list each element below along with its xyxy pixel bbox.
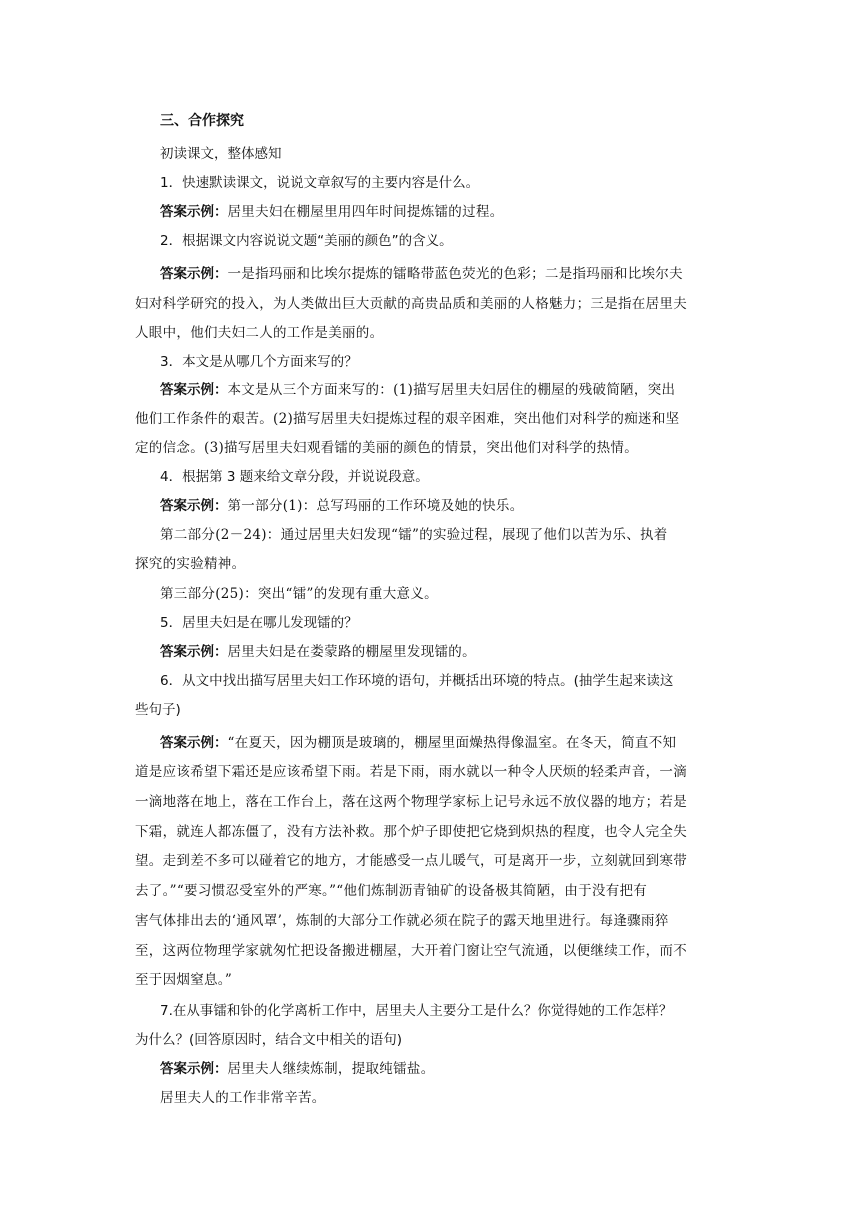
answer-6-line-3: 一滴地落在地上，落在工作台上，落在这两个物理学家标上记号永远不放仪器的地方；若是 [135,794,687,810]
answer-3-line-1 [160,380,675,400]
answer-6-line-2: 道是应该希望下霜还是应该希望下雨。若是下雨，雨水就以一种令人厌烦的轻柔声音，一滴 [135,764,687,780]
section-title: 三、合作探究 [160,113,244,129]
answer-6-line-1 [160,733,676,753]
answer-4-line-3: 探究的实验精神。 [135,556,246,572]
answer-6-line-4: 下霜，就连人都冻僵了，没有方法补救。那个炉子即使把它烧到炽热的程度，也令人完全失 [135,824,687,840]
answer-6-line-7: 害气体排出去的‘通风罩’，炼制的大部分工作就必须在院子的露天地里进行。每逢骤雨猝 [135,913,669,929]
answer-label: 答案示例： [160,266,228,282]
answer-text: 第一部分(1)：总写玛丽的工作环境及她的快乐。 [227,498,524,514]
answer-text: 居里夫人继续炼制，提取纯镭盐。 [227,1061,435,1077]
answer-6-line-6: 去了。”“要习惯忍受室外的严寒。”“他们炼制沥青铀矿的设备极其简陋，由于没有把有 [135,883,648,899]
answer-6-line-8: 至，这两位物理学家就匆忙把设备搬进棚屋，大开着门窗让空气流通，以便继续工作，而不 [135,943,687,959]
answer-3-line-3: 定的信念。(3)描写居里夫妇观看镭的美丽的颜色的情景，突出他们对科学的热情。 [135,440,639,456]
answer-7-line-2: 居里夫人的工作非常辛苦。 [160,1090,326,1106]
question-3: 3．本文是从哪几个方面来写的？ [160,354,358,370]
answer-6-line-9: 至于因烟窒息。” [135,972,233,988]
answer-text: “在夏天，因为棚顶是玻璃的，棚屋里面燥热得像温室。在冬天，简直不知 [227,735,677,751]
answer-2-line-1 [160,264,683,284]
answer-text: 居里夫妇在棚屋里用四年时间提炼镭的过程。 [227,204,504,220]
question-2: 2．根据课文内容说说文题“美丽的颜色”的含义。 [160,233,453,249]
answer-6-line-5: 望。走到差不多可以碰着它的地方，才能感受一点儿暖气，可是离开一步，立刻就回到寒带 [135,853,687,869]
answer-label: 答案示例： [160,382,228,398]
question-5: 5．居里夫妇是在哪儿发现镭的？ [160,615,358,631]
answer-2-line-2: 妇对科学研究的投入，为人类做出巨大贡献的高贵品质和美丽的人格魅力；三是指在居里夫 [135,296,687,312]
answer-5 [160,642,476,662]
answer-text: 一是指玛丽和比埃尔提炼的镭略带蓝色荧光的色彩；二是指玛丽和比埃尔夫 [227,266,683,282]
question-7-line-1: 7.在从事镭和钋的化学离析工作中，居里夫人主要分工是什么？你觉得她的工作怎样？ [160,1003,673,1019]
question-1: 1．快速默读课文，说说文章叙写的主要内容是什么。 [160,175,480,191]
answer-label: 答案示例： [160,735,228,751]
answer-text: 本文是从三个方面来写的：(1)描写居里夫妇居住的棚屋的残破简陋，突出 [227,382,676,398]
answer-3-line-2: 他们工作条件的艰苦。(2)描写居里夫妇提炼过程的艰辛困难，突出他们对科学的痴迷和坚 [135,411,680,427]
answer-label: 答案示例： [160,644,228,660]
question-6-line-1: 6．从文中找出描写居里夫妇工作环境的语句，并概括出环境的特点。(抽学生起来读这 [160,673,674,689]
answer-4-line-4: 第三部分(25)：突出“镭”的发现有重大意义。 [160,586,438,602]
answer-label: 答案示例： [160,204,228,220]
question-6-line-2: 些句子) [135,702,181,718]
answer-7-line-1 [160,1059,435,1079]
intro-text: 初读课文，整体感知 [160,146,282,162]
answer-text: 居里夫妇是在娄蒙路的棚屋里发现镭的。 [227,644,476,660]
question-4: 4．根据第 3 题来给文章分段，并说说段意。 [160,469,429,485]
answer-label: 答案示例： [160,1061,228,1077]
answer-label: 答案示例： [160,498,228,514]
answer-4-line-2: 第二部分(2－24)：通过居里夫妇发现“镭”的实验过程，展现了他们以苦为乐、执着 [160,527,668,543]
answer-1 [160,202,504,222]
answer-4-line-1 [160,496,524,516]
answer-2-line-3: 人眼中，他们夫妇二人的工作是美丽的。 [135,325,384,341]
question-7-line-2: 为什么？(回答原因时，结合文中相关的语句) [135,1032,403,1048]
